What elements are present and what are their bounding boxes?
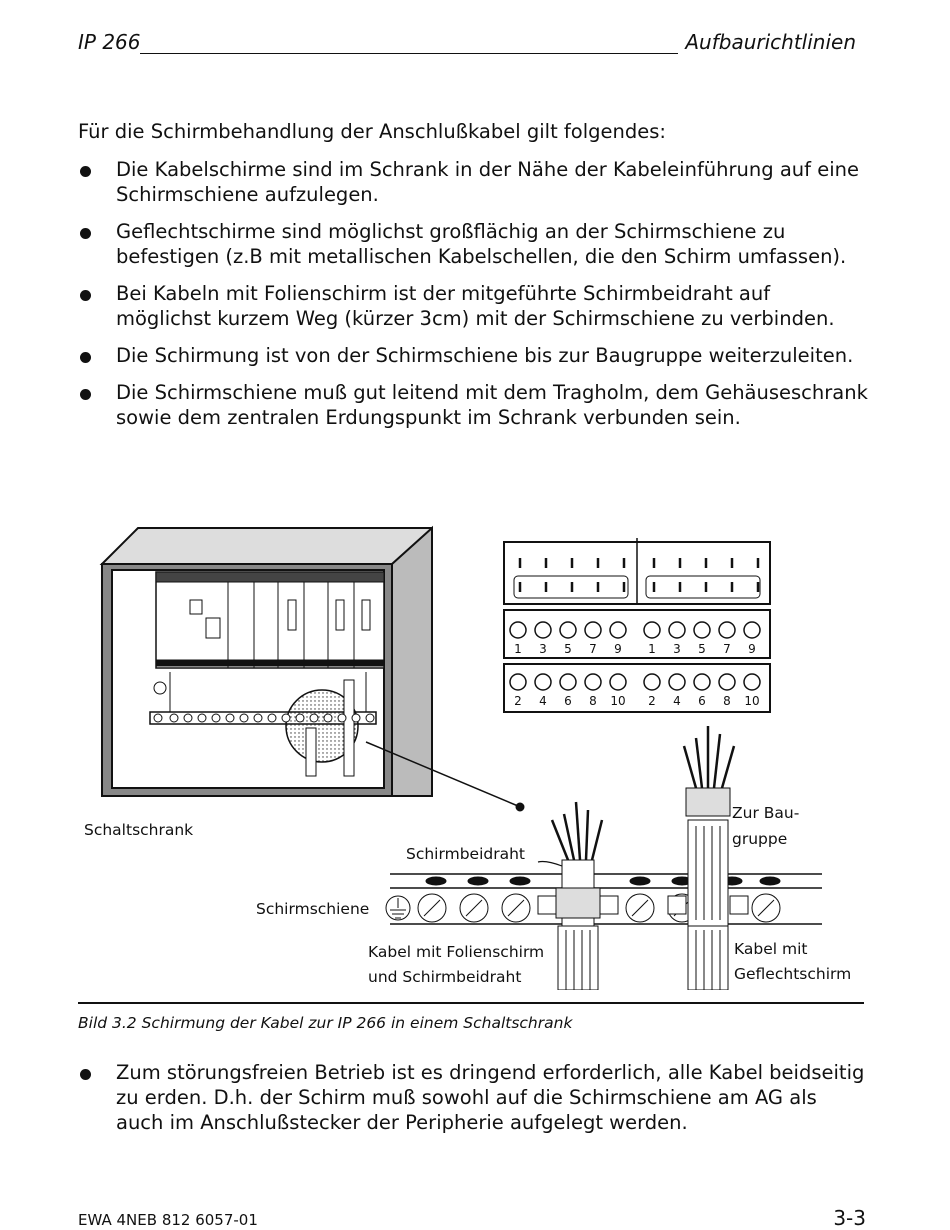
list-item xyxy=(78,380,868,430)
list-item-text: Geflechtschirme sind möglichst großflächig an der Schirmschiene zu befestigen (z.B mit metallischen Kabelschellen, die den Schirm umfassen). xyxy=(116,220,847,268)
page-number: 3-3 xyxy=(833,1206,866,1230)
terminal-label: 7 xyxy=(723,642,731,656)
terminal-label: 5 xyxy=(564,642,572,656)
header-rule xyxy=(140,53,678,54)
label-schaltschrank: Schaltschrank xyxy=(84,821,194,839)
list-item xyxy=(78,219,868,269)
ground-icon xyxy=(386,896,410,920)
shielding-figure xyxy=(78,520,870,990)
header-title: IP 266 xyxy=(78,30,141,54)
terminal-label: 3 xyxy=(539,642,547,656)
label-zur-baugruppe-2: gruppe xyxy=(732,830,788,848)
caption-rule xyxy=(78,1002,864,1004)
label-schirmschiene: Schirmschiene xyxy=(256,900,370,918)
terminal-label: 2 xyxy=(514,694,522,708)
terminal-label: 7 xyxy=(589,642,597,656)
header-section: Aufbaurichtlinien xyxy=(685,30,856,54)
list-item-text: Bei Kabeln mit Folienschirm ist der mitgeführte Schirmbeidraht auf möglichst kurzem Weg (kürzer 3cm) mit der Schirmschiene zu verbinden. xyxy=(116,282,835,330)
footer-doc-number: EWA 4NEB 812 6057-01 xyxy=(78,1211,258,1229)
bullet-list xyxy=(78,157,868,442)
bullet-icon xyxy=(80,352,91,363)
figure-caption: Bild 3.2 Schirmung der Kabel zur IP 266 in einem Schaltschrank xyxy=(78,1014,573,1032)
terminal-label: 10 xyxy=(744,694,760,708)
terminal-label: 2 xyxy=(648,694,656,708)
bullet-list-after xyxy=(78,1060,868,1135)
label-zur-baugruppe-1: Zur Bau- xyxy=(732,804,800,822)
label-foil-cable-1: Kabel mit Folienschirm xyxy=(368,943,545,961)
terminal-label: 1 xyxy=(648,642,656,656)
label-schirmbeidraht: Schirmbeidraht xyxy=(406,845,525,863)
terminal-label: 6 xyxy=(698,694,706,708)
bullet-icon xyxy=(80,228,91,239)
terminal-label: 4 xyxy=(673,694,681,708)
list-item-text: Die Schirmschiene muß gut leitend mit dem Tragholm, dem Gehäuseschrank sowie dem zentralen Erdungspunkt im Schrank verbunden sein. xyxy=(116,381,868,429)
list-item xyxy=(78,343,868,368)
terminal-label: 5 xyxy=(698,642,706,656)
bullet-icon xyxy=(80,166,91,177)
foil-shield-cable xyxy=(538,802,618,990)
list-item xyxy=(78,1060,868,1135)
terminal-label: 1 xyxy=(514,642,522,656)
terminal-label: 9 xyxy=(614,642,622,656)
cabinet-drawing xyxy=(102,528,524,811)
list-item-text: Zum störungsfreien Betrieb ist es dringend erforderlich, alle Kabel beidseitig zu erden. D.h. der Schirm muß sowohl auf die Schirmschiene am AG als auch im Anschlußstecker der Peripherie aufgelegt werden. xyxy=(116,1061,865,1134)
terminal-label: 8 xyxy=(589,694,597,708)
list-item-text: Die Kabelschirme sind im Schrank in der Nähe der Kabeleinführung auf eine Schirmschiene aufzulegen. xyxy=(116,158,859,206)
terminal-label: 4 xyxy=(539,694,547,708)
bullet-icon xyxy=(80,290,91,301)
bullet-icon xyxy=(80,1069,91,1080)
terminal-label: 6 xyxy=(564,694,572,708)
intro-text: Für die Schirmbehandlung der Anschlußkabel gilt folgendes: xyxy=(78,120,666,143)
bullet-icon xyxy=(80,389,91,400)
list-item xyxy=(78,281,868,331)
terminal-label: 8 xyxy=(723,694,731,708)
terminal-label: 9 xyxy=(748,642,756,656)
label-foil-cable-2: und Schirmbeidraht xyxy=(368,968,522,986)
terminal-label: 3 xyxy=(673,642,681,656)
list-item xyxy=(78,157,868,207)
terminal-label: 10 xyxy=(610,694,626,708)
list-item-text: Die Schirmung ist von der Schirmschiene bis zur Baugruppe weiterzuleiten. xyxy=(116,344,854,367)
label-braid-cable-1: Kabel mit xyxy=(734,940,808,958)
label-braid-cable-2: Geflechtschirm xyxy=(734,965,852,983)
